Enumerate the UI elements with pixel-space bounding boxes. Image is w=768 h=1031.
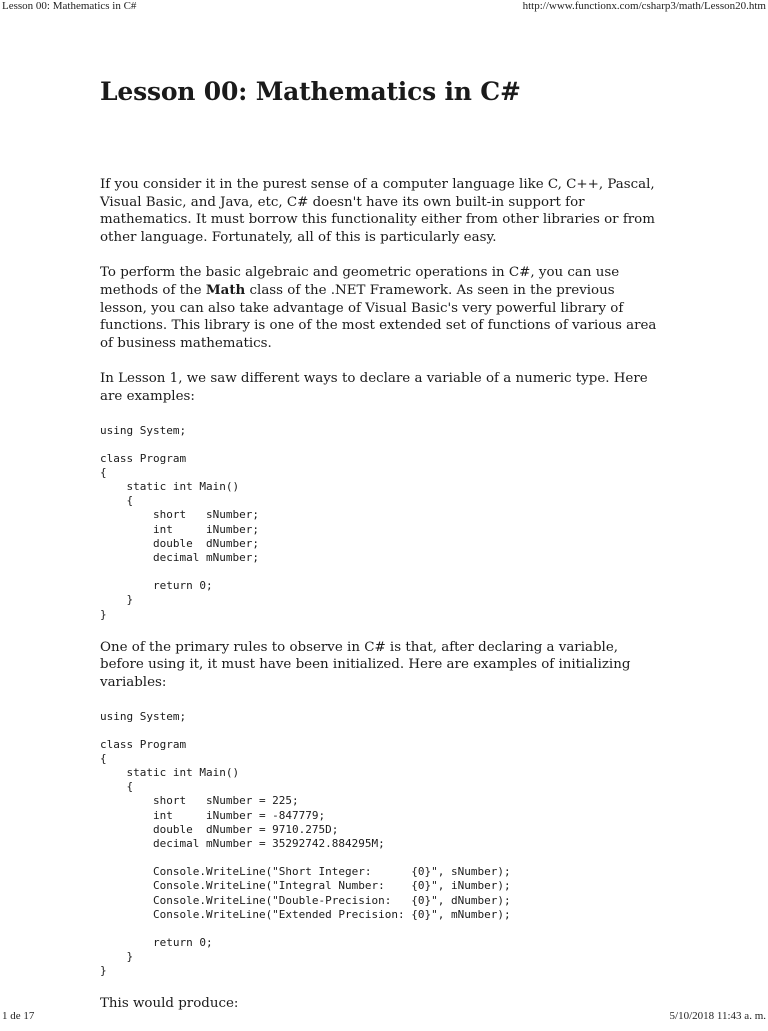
print-header xyxy=(0,0,768,14)
lesson1-paragraph: In Lesson 1, we saw different ways to declare a variable of a numeric type. Here are examples: xyxy=(100,371,648,404)
code-block-initialize: using System; class Program { static int Main() { short sNumber = 225; int iNumber = -847779; double dNumber = 9710.275D; decimal mNumber = 35292742.884295M; Console.WriteLine("Short Integer: {0}", sNumber); Console.WriteLine("Integral Number: {0}", iNumber); Console.WriteLine("Double-Precision: {0}", dNumber); Console.WriteLine("Extended Precision: {0}", mNumber); return 0; } } xyxy=(100,709,511,978)
page-title: Lesson 00: Mathematics in C# xyxy=(100,77,521,106)
print-datetime: 5/10/2018 11:43 a. m. xyxy=(669,1010,766,1022)
math-class-paragraph xyxy=(100,264,660,352)
code-block-declare: using System; class Program { static int Main() { short sNumber; int iNumber; double dNumber; decimal mNumber; return 0; } } xyxy=(100,423,259,621)
produce-paragraph: This would produce: xyxy=(100,996,239,1012)
math-paragraph-text-before: To perform the basic algebraic and geometric operations in C#, you can use methods of the xyxy=(100,265,620,298)
page-number: 1 de 17 xyxy=(2,1010,35,1022)
print-header-url[interactable]: http://www.functionx.com/csharp3/math/Lesson20.htm xyxy=(522,0,766,12)
article xyxy=(100,70,660,1031)
math-paragraph-text-after: class of the .NET Framework. As seen in the previous lesson, you can also take advantage of Visual Basic's very powerful library of functions. This library is one of the most extended set of functions of various area of business mathematics. xyxy=(100,282,657,351)
intro-paragraph: If you consider it in the purest sense of a computer language like C, C++, Pascal, Visual Basic, and Java, etc, C# doesn't have its own built-in support for mathematics. It must borrow this functionality either from other libraries or from other language. Fortunately, all of this is particularly easy. xyxy=(100,177,655,245)
rules-paragraph: One of the primary rules to observe in C# is that, after declaring a variable, before using it, it must have been initialized. Here are examples of initializing variables: xyxy=(100,639,631,690)
print-footer xyxy=(0,1010,768,1024)
print-header-title: Lesson 00: Mathematics in C# xyxy=(2,0,137,12)
math-class-name: Math xyxy=(205,281,246,298)
